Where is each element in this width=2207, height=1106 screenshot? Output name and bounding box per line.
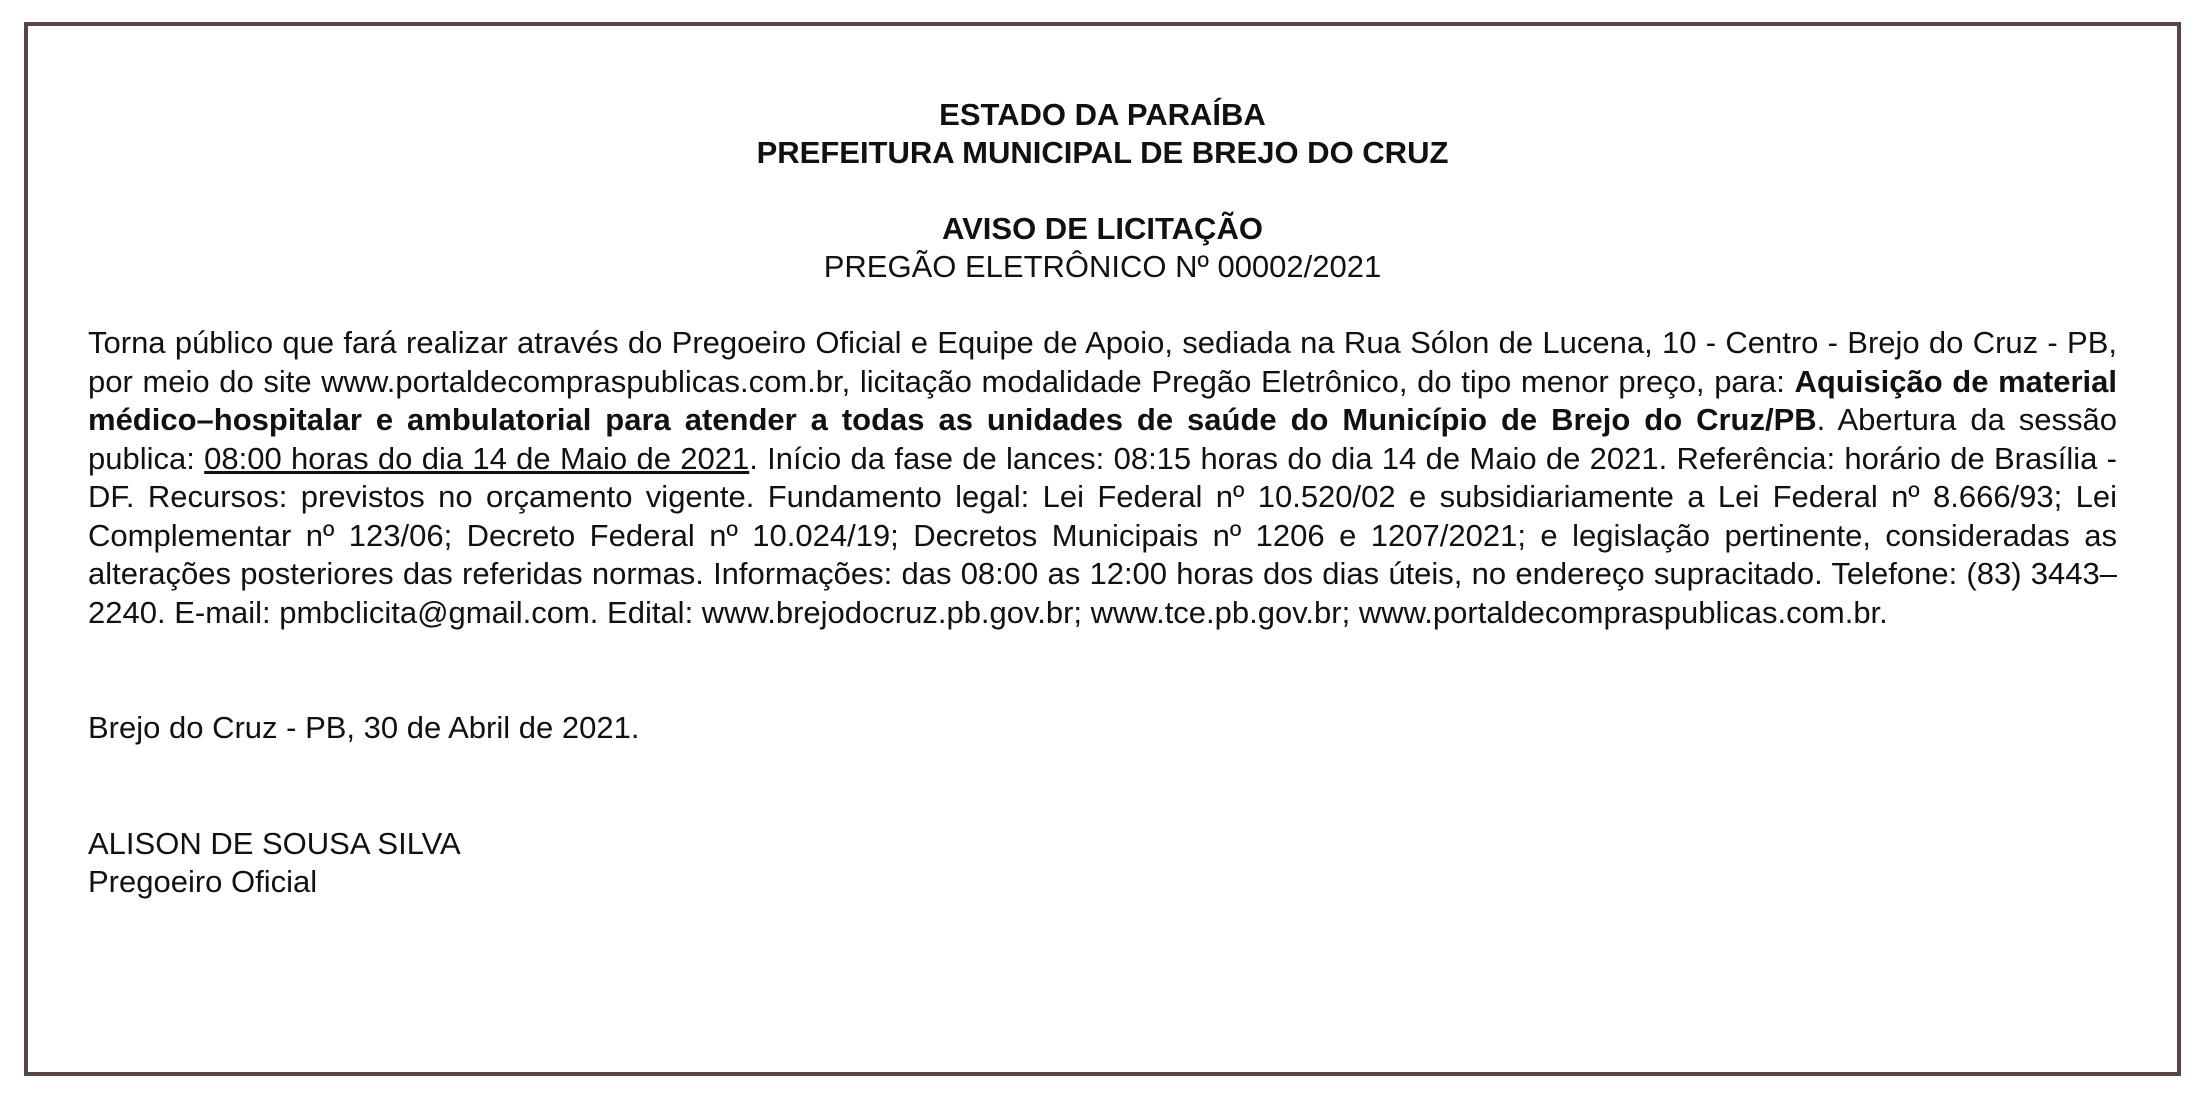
notice-header: [88, 96, 2117, 286]
notice-number: PREGÃO ELETRÔNICO Nº 00002/2021: [823, 249, 1382, 284]
notice-title: AVISO DE LICITAÇÃO: [942, 211, 1263, 246]
date-spacer: [88, 632, 2117, 709]
signature-spacer: [88, 747, 2117, 825]
state-heading: ESTADO DA PARAÍBA: [939, 97, 1266, 132]
header-spacer: [88, 172, 2117, 210]
body-spacer: [88, 286, 2117, 324]
place-date: Brejo do Cruz - PB, 30 de Abril de 2021.: [88, 710, 640, 745]
body-part-2: . Abertura da sessão publica:: [88, 402, 2117, 476]
notice-frame: [24, 22, 2181, 1076]
municipality-heading: PREFEITURA MUNICIPAL DE BREJO DO CRUZ: [756, 135, 1449, 170]
object-description: Aquisição de material médico–hospitalar e ambulatorial para atender a todas as unidades de saúde do Município de Brejo do Cruz/PB: [88, 363, 2117, 437]
signer-name: ALISON DE SOUSA SILVA: [88, 826, 461, 861]
body-part-3: . Início da fase de lances: 08:15 horas do dia 14 de Maio de 2021. Referência: horário de Brasília - DF. Recursos: previstos no orçamento vigente. Fundamento legal: Lei Federal nº 10.520/02 e subsidiariamente a Lei Federal nº 8.666/93; Lei Complementar nº 123/06; Decreto Federal nº 10.024/19; Decretos Municipais nº 1206 e 1207/2021; e legislação pertinente, consideradas as alterações posteriores das referidas normas. Informações: das 08:00 as 12:00 horas dos dias úteis, no endereço supracitado. Telefone: (83) 3443–2240. E-mail: pmbclicita@gmail.com. Edital: www.brejodocruz.pb.gov.br; www.tce.pb.gov.br; www.portaldecompraspublicas.com.br.: [88, 440, 2117, 630]
signature-block: [88, 825, 2117, 901]
body-part-1: Torna público que fará realizar através do Pregoeiro Oficial e Equipe de Apoio, sediada na Rua Sólon de Lucena, 10 - Centro - Brejo do Cruz - PB, por meio do site www.portaldecompraspublicas.com.br, licitação modalidade Pregão Eletrônico, do tipo menor preço, para:: [88, 325, 2117, 399]
notice-body: [88, 324, 2117, 632]
opening-datetime: 08:00 horas do dia 14 de Maio de 2021: [204, 440, 750, 476]
notice-content: [88, 96, 2117, 901]
signer-role: Pregoeiro Oficial: [88, 864, 318, 899]
